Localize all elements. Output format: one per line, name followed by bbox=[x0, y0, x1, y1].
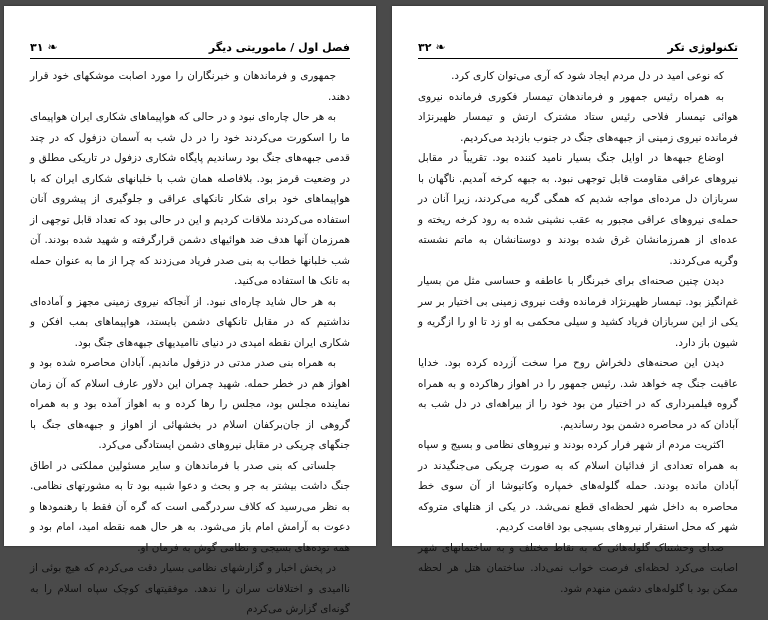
right-page bbox=[392, 6, 764, 595]
page-body bbox=[30, 66, 350, 615]
paragraph: دیدن چنین صحنه‌ای برای خبرنگار با عاطفه و حساسی مثل من بسیار غم‌انگیز بود. تیمسار ظهیرنژاد فرمانده وقت نیروی زمینی بی اختیار بر سر یکی از این سربازان فریاد کشید و سیلی محکمی به او زد تا او را ازگریه و شیون باز دارد. bbox=[418, 275, 738, 349]
ornament-icon: ❧ bbox=[435, 40, 446, 54]
page-number-group bbox=[418, 40, 446, 54]
paragraph: به هر حال شاید چاره‌ای نبود. از آنجاکه نیروی زمینی مجهز و آماده‌ای نداشتیم که در مقابل تانکهای دشمن بایستد، هواپیماهای بمب افکن و شکاری ایران نقطه امیدی در دنیای ناامیدیهای جبهه‌های جنگ بود. bbox=[30, 295, 350, 349]
paragraph: به همراه بنی صدر مدتی در دزفول ماندیم. آبادان محاصره شده بود و اهواز هم در خطر حمله. شهید چمران این دلاور عارف اسلام که آن زمان نماینده مجلس بود، مجلس را رها کرده و به اهواز آمده بود و به همراه گروهی از جان‌برکفان اسلام در بخشهائی از اهواز و جبهه‌های جنگ با جنگهای چریکی در مقابل نیروهای دشمن ایستادگی می‌کرد. bbox=[30, 357, 350, 451]
paragraph: به همراه رئیس جمهور و فرماندهان تیمسار فکوری فرمانده نیروی هوائی تیمسار فلاحی رئیس ستاد مشترک ارتش و تیمسار ظهیرنژاد فرمانده نیروی زمینی از جبهه‌های جنگ در جنوب بازدید می‌کردیم. bbox=[418, 90, 738, 144]
paragraph: اکثریت مردم از شهر فرار کرده بودند و نیروهای نظامی و بسیج و سپاه به همراه تعدادی از فدائیان اسلام که به صورت چریکی می‌جنگیدند در آبادان مانده بودند. حمله گلوله‌های خمپاره وکاتیوشا از آن سوی خط محاصره به داخل شهر لحظه‌ای قطع نمی‌شد. در یکی از هتلهای متروکه شهر که محل استقرار نیروهای بسیجی بود اقامت کردیم. bbox=[418, 439, 738, 533]
page-number-group bbox=[30, 40, 58, 54]
ornament-icon: ❧ bbox=[47, 40, 58, 54]
paragraph: اوضاع جبهه‌ها در اوایل جنگ بسیار نامید کننده بود. تقریباً در مقابل نیروهای عراقی مقاومت قابل توجهی نبود. به جبهه کرخه آمدیم. ناگهان با سربازان دل مرده‌ای مواجه شدیم که همگی گریه می‌کردند، زیرا آنان در حمله‌ی نیروهای عراقی مجبور به عقب نشینی شده به رود کرخه ریخته و عده‌ای از همرزمانشان غرق شده بودند و دوستانشان به ماتم نشسته وگریه می‌کردند. bbox=[418, 152, 738, 267]
paragraph: که نوعی امید در دل مردم ایجاد شود که آری می‌توان کاری کرد. bbox=[451, 70, 724, 82]
page-number: ۳۱ bbox=[30, 40, 44, 54]
page-header bbox=[418, 36, 738, 59]
paragraph: جلساتی که بنی صدر با فرماندهان و سایر مسئولین مملکتی در اطاق جنگ داشت بیشتر به جر و بحث و دعوا شبیه بود تا به مشورتهای نظامی. به نظر می‌رسید که کلاف سردرگمی است که گره آن فقط با رهنمودها و دعوت به آرامش امام باز می‌شود. به هر حال همه نقطه امید، امام بود و همه توده‌های بسیجی و نظامی گوش به فرمان او. bbox=[30, 459, 350, 554]
paragraph: در پخش اخبار و گزارشهای نظامی بسیار دقت می‌کردم که هیچ بوئی از ناامیدی و اختلافات سران را ندهد. موفقیتهای کوچک سپاه اسلام را به گونه‌ای گزارش می‌کردم bbox=[30, 562, 350, 615]
paragraph: دیدن این صحنه‌های دلخراش روح مرا سخت آزرده کرده بود. خدایا عاقبت جنگ چه خواهد شد. رئیس جمهور را در اهواز رهاکرده و به همراه گروه فیلمبرداری که در اختیار من بود خود را از بیراهه‌ای در دل شب به آبادان که در محاصره دشمن بود رساندیم. bbox=[418, 357, 738, 431]
book-title: تکنولوژی تکر bbox=[667, 40, 738, 54]
paragraph: جمهوری و فرماندهان و خبرنگاران را مورد اصابت موشکهای خود قرار دهند. bbox=[30, 70, 350, 103]
page-header bbox=[30, 36, 350, 59]
page-number: ۳۲ bbox=[418, 40, 432, 54]
chapter-title: فصل اول / ماموریتی دیگر bbox=[208, 40, 350, 54]
paragraph: به هر حال چاره‌ای نبود و در حالی که هواپیماهای شکاری ایران هواپیمای ما را اسکورت می‌کردند خود را در دل شب به آسمان دزفول که در چند قدمی جبهه‌های جنگ بود رساندیم پایگاه شکاری دزفول در تاریکی مطلق و در وضعیت قرمز بود. بلافاصله همان شب با خلبانهای شکاری ایران که با هواپیماهای خود برای شکار تانکهای عراقی و جلوگیری از پیشروی آنان استفاده می‌کردند ملاقات کردیم و این در حالی بود که تعداد قابل توجهی از همرزمان آنها هدف ضد هوائیهای دشمن قرارگرفته و شهید شده بودند. آن شب خلبانها خطاب به بنی صدر فریاد می‌زدند که چرا از ما به عنوان حمله به تانک ها استفاده می‌کنید. bbox=[30, 111, 350, 287]
paragraph: صدای وحشتناک گلوله‌هائی که به نقاط مختلف و به ساختمانهای شهر اصابت می‌کرد لحظه‌ای فرصت خواب نمی‌داد. ساختمان هتل هر لحظه ممکن بود با گلوله‌های دشمن منهدم شود. bbox=[418, 541, 738, 595]
left-page bbox=[4, 6, 376, 615]
page-body bbox=[418, 66, 738, 595]
